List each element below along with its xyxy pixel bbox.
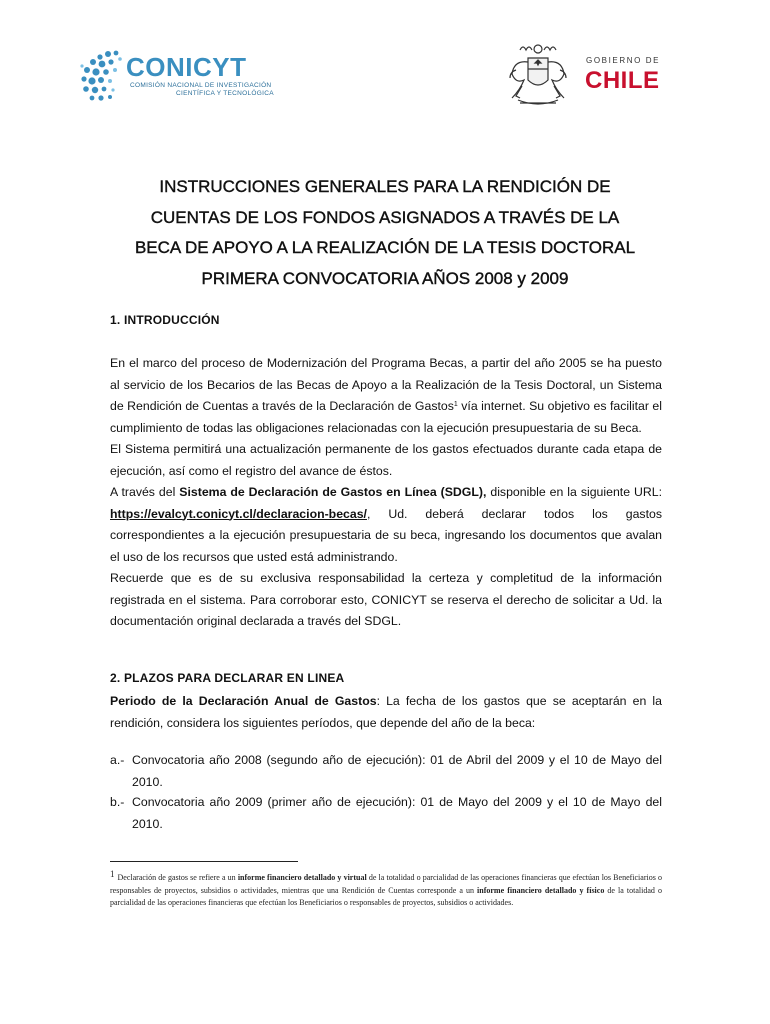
conicyt-subtitle-line1: COMISIÓN NACIONAL DE INVESTIGACIÓN: [130, 82, 272, 89]
title-line-3: BECA DE APOYO A LA REALIZACIÓN DE LA TESIS DOCTORAL: [134, 238, 636, 257]
list-item-a-marker: a.-: [110, 753, 125, 767]
intro-p1-text: En el marco del proceso de Modernización del Programa Becas, a partir del año 2005 se ha puesto al servicio de los Becarios de las Becas de Apoyo a la Realización de la Tesis Doctoral, un Sistema de Rendición de Cuentas a través de la Declaración de Gastos: [110, 356, 662, 413]
sdgl-url-link[interactable]: https://evalcyt.conicyt.cl/declaracion-becas/: [110, 506, 367, 521]
intro-paragraph-1: [110, 353, 662, 439]
title-line-4: PRIMERA CONVOCATORIA AÑOS 2008 y 2009: [201, 268, 569, 288]
intro-paragraph-4: Recuerde que es de su exclusiva responsabilidad la certeza y completitud de la información registrada en el sistema. Para corroborar esto, CONICYT se reserva el derecho de solicitar a Ud. la documentación original declarada a través del SDGL.: [110, 571, 662, 628]
footnote-ref[interactable]: 1: [453, 401, 458, 408]
footnote: [110, 869, 662, 910]
section-1-heading: 1. INTRODUCCIÓN: [110, 313, 220, 327]
coat-of-arms-icon: [498, 40, 578, 110]
conicyt-subtitle-line2: CIENTÍFICA Y TECNOLÓGICA: [176, 90, 274, 97]
footnote-t2: de la totalidad o parcialidad de las operaciones financieras que efectúan los Beneficiarios o responsables de proyectos, subsidios o actividades, mientras que una Rendición de Cuentas corresponde a un: [110, 873, 662, 895]
footnote-b1: informe financiero detallado y virtual: [237, 873, 367, 882]
title-line-1: INSTRUCCIONES GENERALES PARA LA RENDICIÓN DE: [159, 177, 611, 196]
intro-paragraph-3: [110, 482, 662, 568]
footnote-number: 1: [110, 869, 115, 879]
footnote-b2: informe financiero detallado y físico: [477, 885, 605, 895]
section-2-heading: 2. PLAZOS PARA DECLARAR EN LINEA: [110, 671, 345, 685]
gobierno-chile-logo: [498, 40, 668, 112]
intro-p1-tail: vía internet. Su objetivo es facilitar el cumplimiento de todas las obligaciones relacionadas con la ejecución presupuestaria de su Beca.: [110, 399, 662, 435]
list-item-a-text: Convocatoria año 2008 (segundo año de ejecución): 01 de Abril del 2009 y el 10 de Mayo del 2010.: [132, 753, 662, 789]
list-item-b-marker: b.-: [110, 795, 125, 809]
document-title: [60, 172, 710, 294]
footnote-t3: de la totalidad o parcialidad de las operaciones financieras que efectúan los Beneficiarios o responsables de proyectos, subsidios o actividades.: [110, 885, 662, 907]
period-text: : La fecha de los gastos que se aceptarán en la rendición, considera los siguientes períodos, que depende del año de la beca:: [110, 694, 662, 730]
list-item-b-text: Convocatoria año 2009 (primer año de ejecución): 01 de Mayo del 2009 y el 10 de Mayo del 2010.: [132, 795, 662, 831]
intro-p3-c: , Ud. deberá declarar todos los gastos correspondientes a la ejecución presupuestaria de su beca, ingresando los documentos que avalan el uso de los recursos que usted está administrando.: [110, 506, 662, 564]
gobierno-de-label: GOBIERNO DE: [586, 56, 661, 65]
section-2-intro: [110, 691, 662, 734]
title-line-2: CUENTAS DE LOS FONDOS ASIGNADOS A TRAVÉS DE LA: [150, 207, 620, 227]
conicyt-wordmark: CONICYT: [126, 52, 247, 82]
section-1-body: [110, 353, 662, 633]
conicyt-subtitle: [130, 82, 300, 98]
footnote-divider: [110, 861, 298, 862]
period-label: Periodo de la Declaración Anual de Gastos: [110, 694, 377, 708]
chile-wordmark: CHILE: [585, 67, 660, 94]
conicyt-logo: [78, 48, 288, 108]
intro-p3-a: A través del: [110, 485, 180, 499]
footnote-t1: Declaración de gastos se refiere a un: [117, 873, 238, 882]
intro-paragraph-2: El Sistema permitirá una actualización permanente de los gastos efectuados durante cada etapa de ejecución, así como el registro del avance de éstos.: [110, 442, 662, 478]
sdgl-name: Sistema de Declaración de Gastos en Línea (SDGL),: [179, 485, 487, 499]
intro-p3-b: disponible en la siguiente URL:: [486, 485, 663, 499]
